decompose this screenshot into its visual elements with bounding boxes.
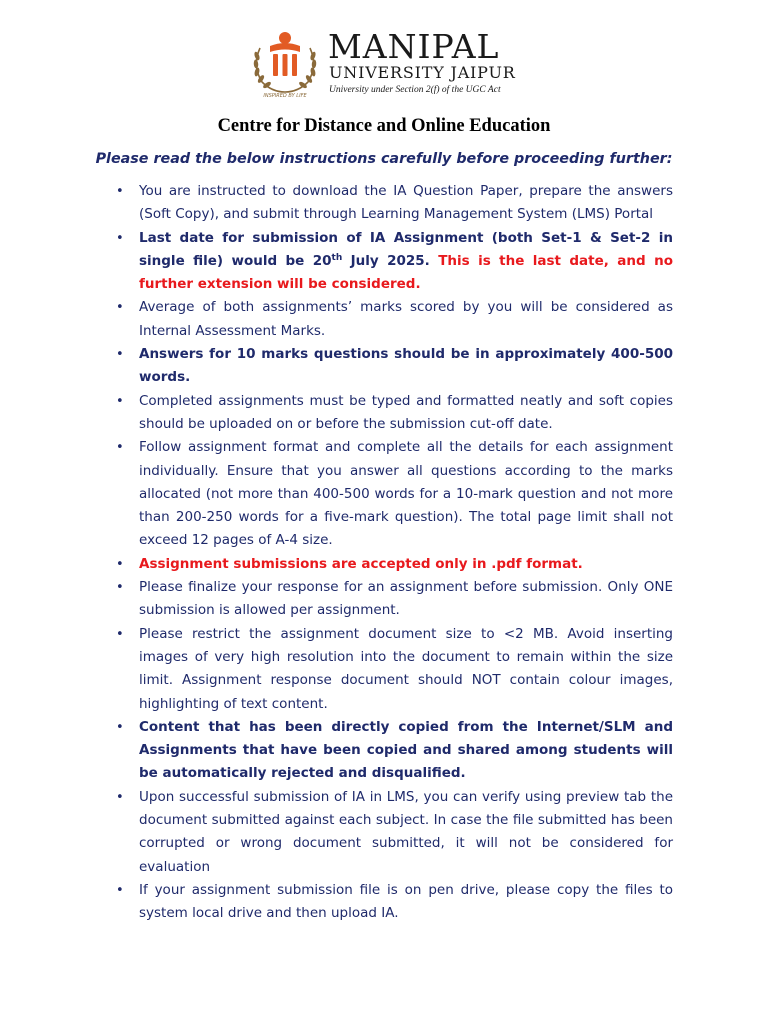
instructions-heading: Please read the below instructions carefully before proceeding further: [95, 151, 673, 167]
instructions-list [139, 180, 673, 926]
list-item: • Completed assignments must be typed and formatted neatly and soft copies should be uploaded on or before the submission cut-off date. [139, 390, 673, 437]
list-item: • You are instructed to download the IA Question Paper, prepare the answers (Soft Copy), and submit through Learning Management System (LMS) Portal [139, 180, 673, 227]
list-item: • Upon successful submission of IA in LMS, you can verify using preview tab the document submitted against each subject. In case the file submitted has been corrupted or wrong document submitted, it will not be considered for evaluation [139, 786, 673, 879]
deadline-warning: This is the last date, and no further extension will be considered. [139, 252, 673, 293]
university-emblem-logo [248, 26, 322, 98]
university-header [248, 26, 538, 100]
brand-name: MANIPAL [328, 27, 500, 66]
list-item: • Please finalize your response for an assignment before submission. Only ONE submission is allowed per assignment. [139, 576, 673, 623]
list-item: • Last date for submission of IA Assignment (both Set-1 & Set-2 in single file) would be 20th July 2025. This is the last date, and no further extension will be considered. [139, 227, 673, 297]
list-item: • Answers for 10 marks questions should be in approximately 400-500 words. [139, 343, 673, 390]
list-item: • Follow assignment format and complete all the details for each assignment individually. Ensure that you answer all questions according to the marks allocated (not more than 400-500 words for a 10-mark question and not more than 200-250 words for a five-mark question). The total page limit shall not exceed 12 pages of A-4 size. [139, 436, 673, 552]
list-item [139, 553, 673, 576]
list-item: • If your assignment submission file is on pen drive, please copy the files to system local drive and then upload IA. [139, 879, 673, 926]
page-title: Centre for Distance and Online Education [217, 116, 551, 136]
pdf-format-warning: Assignment submissions are accepted only in .pdf format. [139, 555, 583, 572]
emblem-motto: INSPIRED BY LIFE [263, 93, 307, 98]
list-item: • Average of both assignments’ marks scored by you will be considered as Internal Assessment Marks. [139, 296, 673, 343]
brand-tagline: University under Section 2(f) of the UGC Act [329, 85, 501, 95]
brand-subtitle: UNIVERSITY JAIPUR [329, 63, 516, 82]
list-item: • Please restrict the assignment document size to <2 MB. Avoid inserting images of very high resolution into the document to remain within the size limit. Assignment response document should NOT contain colour images, highlighting of text content. [139, 623, 673, 716]
list-item: • Content that has been directly copied from the Internet/SLM and Assignments that have been copied and shared among students will be automatically rejected and disqualified. [139, 716, 673, 786]
